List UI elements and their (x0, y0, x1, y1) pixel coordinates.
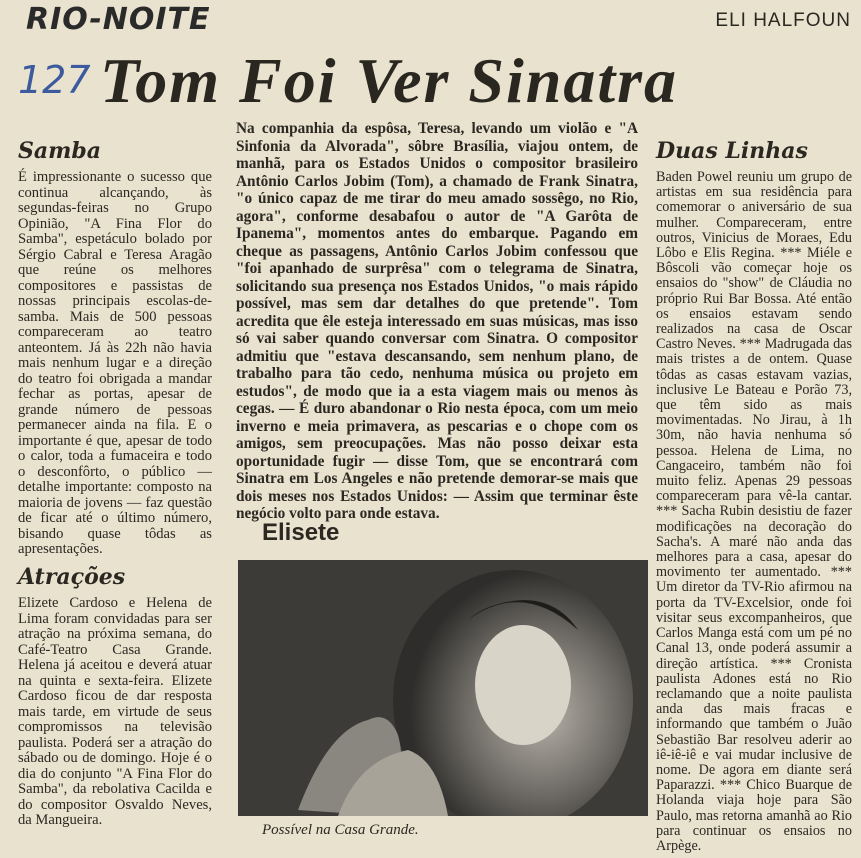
samba-column (18, 138, 212, 558)
samba-heading: Samba (18, 138, 102, 164)
headline: Tom Foi Ver Sinatra (100, 45, 679, 116)
duas-linhas-column (656, 138, 852, 854)
elisete-photo (238, 560, 648, 816)
atracoes-heading: Atrações (18, 564, 126, 590)
masthead: RIO-NOITE (26, 2, 211, 37)
atracoes-text: Elizete Cardoso e Helena de Lima foram convidadas para ser atração na próxima semana, do Café-Teatro Casa Grande. Helena já aceitou e deverá atuar na quinta e sexta-feira. Elizete Cardoso ficou de dar resposta mais tarde, em virtude de seus compromissos na televisão paulista. Poderá ser a atração do sábado ou de domingo. Hoje é o dia do conjunto "A Fina Flor do Samba", da rebolativa Cacilda e do compositor Osvaldo Neves, da Mangueira. (18, 595, 212, 828)
atracoes-column (18, 564, 212, 829)
duas-linhas-heading: Duas Linhas (656, 138, 808, 164)
elisete-heading: Elisete (262, 519, 340, 546)
byline: ELI HALFOUN (715, 10, 851, 31)
singer-photo-illustration (238, 560, 648, 816)
main-story-text: Na companhia da espôsa, Teresa, levando um violão e "A Sinfonia da Alvorada", sôbre Brasília, viajou ontem, de manhã, para os Estados Unidos o compositor brasileiro Antônio Carlos Jobim (Tom), a chamado de Frank Sinatra, "o único capaz de me tirar do meu amado sossêgo, no Rio, agora", conforme desabafou o autor de "A Garôta de Ipanema", momentos antes do embarque. Pagando em cheque as passagens, Antônio Carlos Jobim confessou que "foi apanhado de surprêsa" com o telegrama de Sinatra, solicitando sua presença nos Estados Unidos, "o mais rápido possível, mas sem dar detalhes do que pretende". Tom acredita que êle esteja interessado em suas músicas, mas isso só vai saber quando conversar com Sinatra. O compositor admitiu que "estava descansando, sem nenhum plano, de trabalho para tão cedo, nenhuma música ou projeto em estudos", de modo que ia a esta viagem mais ou menos às cegas. — É duro abandonar o Rio nesta época, com um meio inverno e meia primavera, as pescarias e o chope com os amigos, sem preocupações. Mas não posso deixar esta oportunidade fugir — disse Tom, que se encontrará com Sinatra em Los Angeles e não pretende demorar-se mais que dois meses nos Estados Unidos: — Assim que terminar êste negócio volto para onde estava. (236, 120, 638, 522)
handwritten-annotation: 127 (18, 58, 91, 102)
duas-linhas-text: Baden Powel reuniu um grupo de artistas em sua residência para comemorar o aniversário de sua mulher. Compareceram, entre outros, Vinicius de Moraes, Edu Lôbo e Elis Regina. *** Miéle e Bôscoli vão começar hoje os ensaios do "show" de Cláudia no próprio Rui Bar Bossa. Até então os ensaios estavam sendo realizados na casa de Oscar Castro Neves. *** Madrugada das mais tristes a de ontem. Quase tôdas as casas estavam vazias, inclusive Le Bateau e Porão 73, que têm sido as mais movimentadas. No Jirau, à 1h 30m, não havia nenhuma só pessoa. Helena de Lima, no Cangaceiro, também não foi muito feliz. Apenas 29 pessoas compareceram para vê-la cantar. *** Sacha Rubin desistiu de fazer modificações na decoração do Sacha's. A maré não anda das melhores para a casa, apesar do movimento ter aumentado. *** Um diretor da TV-Rio afirmou na porta da TV-Excelsior, onde foi visitar seus excompanheiros, que Carlos Manga está com um pé no Canal 13, onde poderá assumir a direção artística. *** Cronista paulista Adones está no Rio reclamando que a noite paulista anda das mais fracas e informando que também o Juão Sebastião Bar resolveu aderir ao iê-iê-iê e vai mudar inclusive de nome. De agora em diante será Paparazzi. *** Chico Buarque de Holanda viaja hoje para São Paulo, mas retorna amanhã ao Rio para continuar os ensaios no Arpège. (656, 169, 852, 854)
samba-text: É impressionante o sucesso que continua alcançando, às segundas-feiras no Grupo Opinião, "A Fina Flor do Samba", espetáculo bolado por Sérgio Cabral e Teresa Aragão que reúne os melhores compositores e passistas de nossas principais escolas-de-samba. Mais de 500 pessoas compareceram ao teatro anteontem. Já às 22h não havia mais nenhum lugar e a direção do teatro foi obrigada a mandar fechar as portas, apesar de grande número de pessoas permanecer ainda na fila. E o importante é que, apesar de todo o calor, toda a fumaceira e todo o desconfôrto, o público — detalhe importante: composto na maioria de jovens — faz questão de ficar até o último número, bisando quase tôdas as apresentações. (18, 169, 212, 557)
photo-caption: Possível na Casa Grande. (262, 822, 419, 838)
main-story (236, 120, 638, 523)
